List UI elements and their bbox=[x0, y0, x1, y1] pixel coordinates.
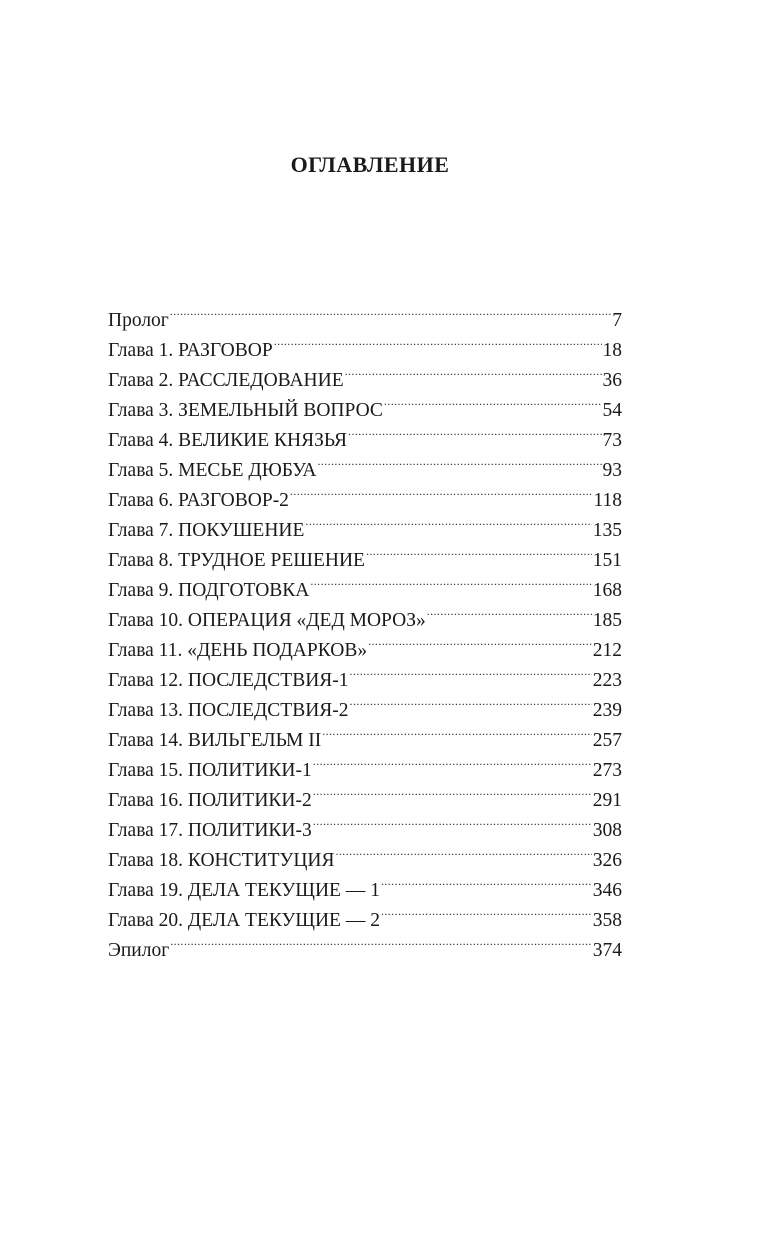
toc-dot-leader bbox=[366, 536, 592, 566]
toc-entry-page: 273 bbox=[592, 760, 622, 781]
toc-entry-page: 54 bbox=[602, 400, 622, 421]
toc-entry-title: Эпилог bbox=[108, 940, 170, 961]
toc-entry-page: 358 bbox=[592, 910, 622, 931]
toc-entry-title: Глава 19. ДЕЛА ТЕКУЩИЕ — 1 bbox=[108, 880, 380, 901]
toc-dot-leader bbox=[313, 776, 592, 806]
toc-dot-leader bbox=[322, 716, 592, 746]
toc-entry bbox=[108, 296, 622, 331]
toc-dot-leader bbox=[350, 686, 592, 716]
toc-entry-page: 326 bbox=[592, 850, 622, 871]
toc-entry-title: Глава 13. ПОСЛЕДСТВИЯ-2 bbox=[108, 700, 349, 721]
toc-entry-title: Глава 1. РАЗГОВОР bbox=[108, 340, 273, 361]
toc-dot-leader bbox=[348, 416, 601, 446]
toc-dot-leader bbox=[381, 896, 592, 926]
toc-dot-leader bbox=[350, 656, 592, 686]
toc-dot-leader bbox=[381, 866, 592, 896]
toc-entry-page: 168 bbox=[592, 580, 622, 601]
toc-entry-title: Глава 20. ДЕЛА ТЕКУЩИЕ — 2 bbox=[108, 910, 380, 931]
toc-entry-page: 239 bbox=[592, 700, 622, 721]
toc-entry-page: 93 bbox=[602, 460, 622, 481]
toc-entry-page: 7 bbox=[612, 310, 622, 331]
toc-dot-leader bbox=[427, 596, 592, 626]
toc-entry-page: 36 bbox=[602, 370, 622, 391]
table-of-contents bbox=[108, 296, 622, 961]
toc-entry-page: 346 bbox=[592, 880, 622, 901]
toc-entry-page: 73 bbox=[602, 430, 622, 451]
toc-dot-leader bbox=[345, 356, 602, 386]
toc-dot-leader bbox=[336, 836, 592, 866]
toc-dot-leader bbox=[368, 626, 592, 656]
toc-entry-page: 223 bbox=[592, 670, 622, 691]
toc-entry-title: Пролог bbox=[108, 310, 169, 331]
toc-entry-title: Глава 15. ПОЛИТИКИ-1 bbox=[108, 760, 312, 781]
toc-entry-title: Глава 8. ТРУДНОЕ РЕШЕНИЕ bbox=[108, 550, 365, 571]
toc-entry-page: 257 bbox=[592, 730, 622, 751]
toc-entry-page: 135 bbox=[592, 520, 622, 541]
page-title: ОГЛАВЛЕНИЕ bbox=[290, 152, 450, 177]
toc-dot-leader bbox=[305, 506, 591, 536]
toc-entry-title: Глава 2. РАССЛЕДОВАНИЕ bbox=[108, 370, 344, 391]
toc-dot-leader bbox=[170, 926, 592, 956]
toc-dot-leader bbox=[317, 446, 601, 476]
toc-entry-page: 18 bbox=[602, 340, 622, 361]
toc-entry-title: Глава 9. ПОДГОТОВКА bbox=[108, 580, 310, 601]
toc-entry-page: 308 bbox=[592, 820, 622, 841]
toc-dot-leader bbox=[274, 326, 602, 356]
toc-entry-page: 151 bbox=[592, 550, 622, 571]
toc-entry-title: Глава 16. ПОЛИТИКИ-2 bbox=[108, 790, 312, 811]
toc-dot-leader bbox=[290, 476, 593, 506]
toc-entry-title: Глава 5. МЕСЬЕ ДЮБУА bbox=[108, 460, 317, 481]
toc-dot-leader bbox=[313, 746, 592, 776]
toc-entry-title: Глава 18. КОНСТИТУЦИЯ bbox=[108, 850, 335, 871]
toc-dot-leader bbox=[170, 296, 611, 326]
toc-entry-page: 374 bbox=[592, 940, 622, 961]
toc-entry-title: Глава 11. «ДЕНЬ ПОДАРКОВ» bbox=[108, 640, 368, 661]
toc-entry bbox=[108, 326, 622, 361]
toc-dot-leader bbox=[313, 806, 592, 836]
toc-entry-title: Глава 7. ПОКУШЕНИЕ bbox=[108, 520, 305, 541]
toc-entry-title: Глава 12. ПОСЛЕДСТВИЯ-1 bbox=[108, 670, 349, 691]
toc-entry-title: Глава 10. ОПЕРАЦИЯ «ДЕД МОРОЗ» bbox=[108, 610, 426, 631]
toc-entry-page: 291 bbox=[592, 790, 622, 811]
toc-entry-title: Глава 6. РАЗГОВОР-2 bbox=[108, 490, 289, 511]
toc-dot-leader bbox=[310, 566, 591, 596]
toc-entry-title: Глава 4. ВЕЛИКИЕ КНЯЗЬЯ bbox=[108, 430, 348, 451]
toc-entry-page: 185 bbox=[592, 610, 622, 631]
toc-entry-page: 118 bbox=[593, 490, 622, 511]
toc-dot-leader bbox=[384, 386, 602, 416]
toc-entry-page: 212 bbox=[592, 640, 622, 661]
toc-entry-title: Глава 17. ПОЛИТИКИ-3 bbox=[108, 820, 312, 841]
toc-entry-title: Глава 3. ЗЕМЕЛЬНЫЙ ВОПРОС bbox=[108, 400, 383, 421]
toc-entry-title: Глава 14. ВИЛЬГЕЛЬМ II bbox=[108, 730, 322, 751]
toc-entry bbox=[108, 926, 622, 961]
